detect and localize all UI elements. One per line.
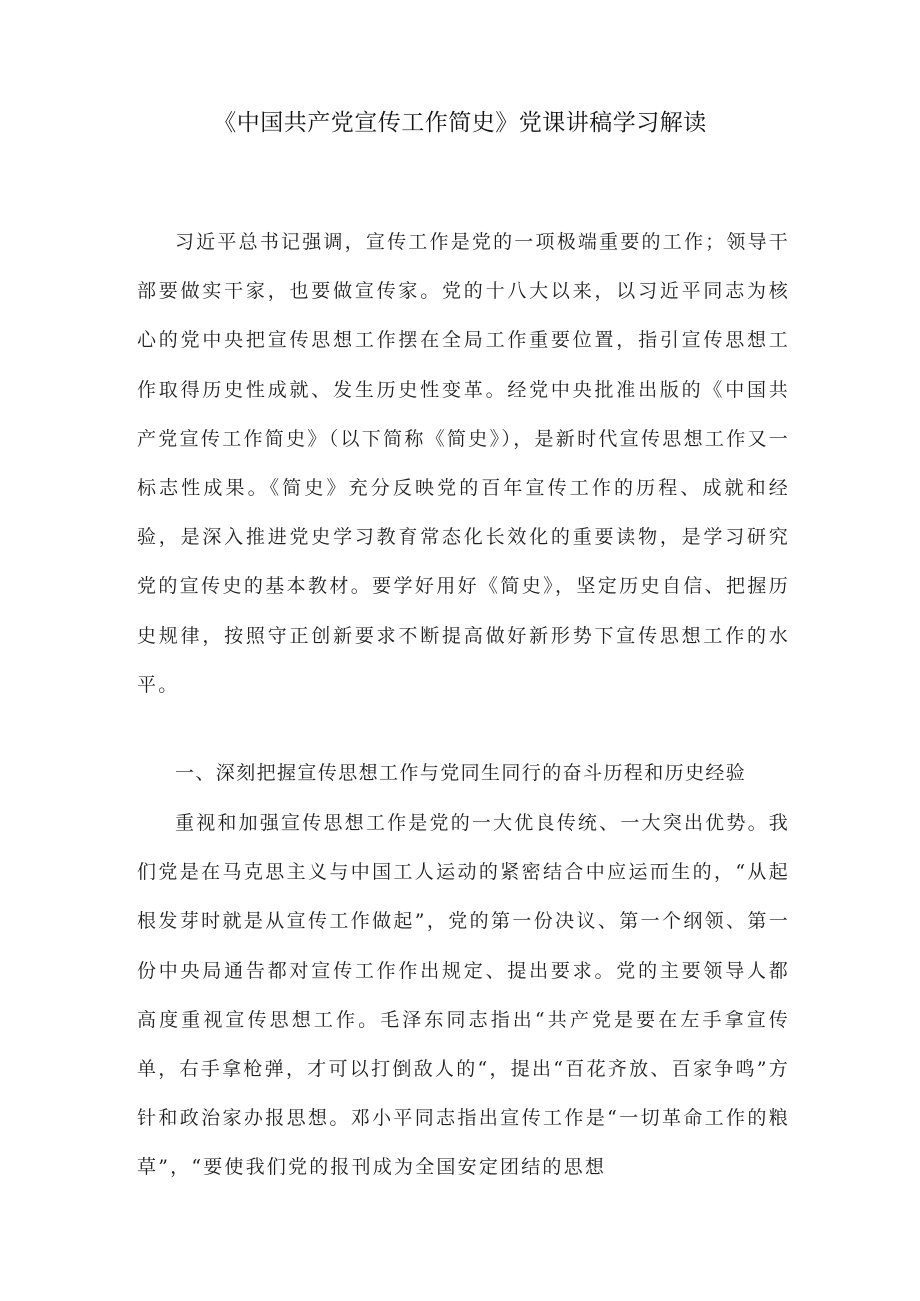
section-1-heading: 一、深刻把握宣传思想工作与党同生同行的奋斗历程和历史经验 (175, 762, 747, 784)
section-1-paragraph: 重视和加强宣传思想工作是党的一大优良传统、一大突出优势。我们党是在马克思主义与中国工人运动的紧密结合中应运而生的，“从起根发芽时就是从宣传工作做起”，党的第一份决议、第一个纲领、第一份中央局通告都对宣传工作作出规定、提出要求。党的主要领导人都高度重视宣传思想工作。毛泽东同志指出“共产党是要在左手拿宣传单，右手拿枪弹，才可以打倒敌人的“，提出“百花齐放、百家争鸣”方针和政治家办报思想。邓小平同志指出宣传工作是“一切革命工作的粮草”，“要使我们党的报刊成为全国安定团结的思想 (137, 812, 790, 1179)
document-title: 《中国共产党宣传工作简史》党课讲稿学习解读 (213, 110, 707, 136)
intro-paragraph: 习近平总书记强调，宣传工作是党的一项极端重要的工作；领导干部要做实干家，也要做宣传家。党的十八大以来，以习近平同志为核心的党中央把宣传思想工作摆在全局工作重要位置，指引宣传思想工作取得历史性成就、发生历史性变革。经党中央批准出版的《中国共产党宣传工作简史》（以下简称《简史》），是新时代宣传思想工作又一标志性成果。《简史》充分反映党的百年宣传工作的历程、成就和经验，是深入推进党史学习教育常态化长效化的重要读物，是学习研究党的宣传史的基本教材。要学好用好《简史》，坚定历史自信、把握历史规律，按照守正创新要求不断提高做好新形势下宣传思想工作的水平。 (137, 231, 790, 696)
